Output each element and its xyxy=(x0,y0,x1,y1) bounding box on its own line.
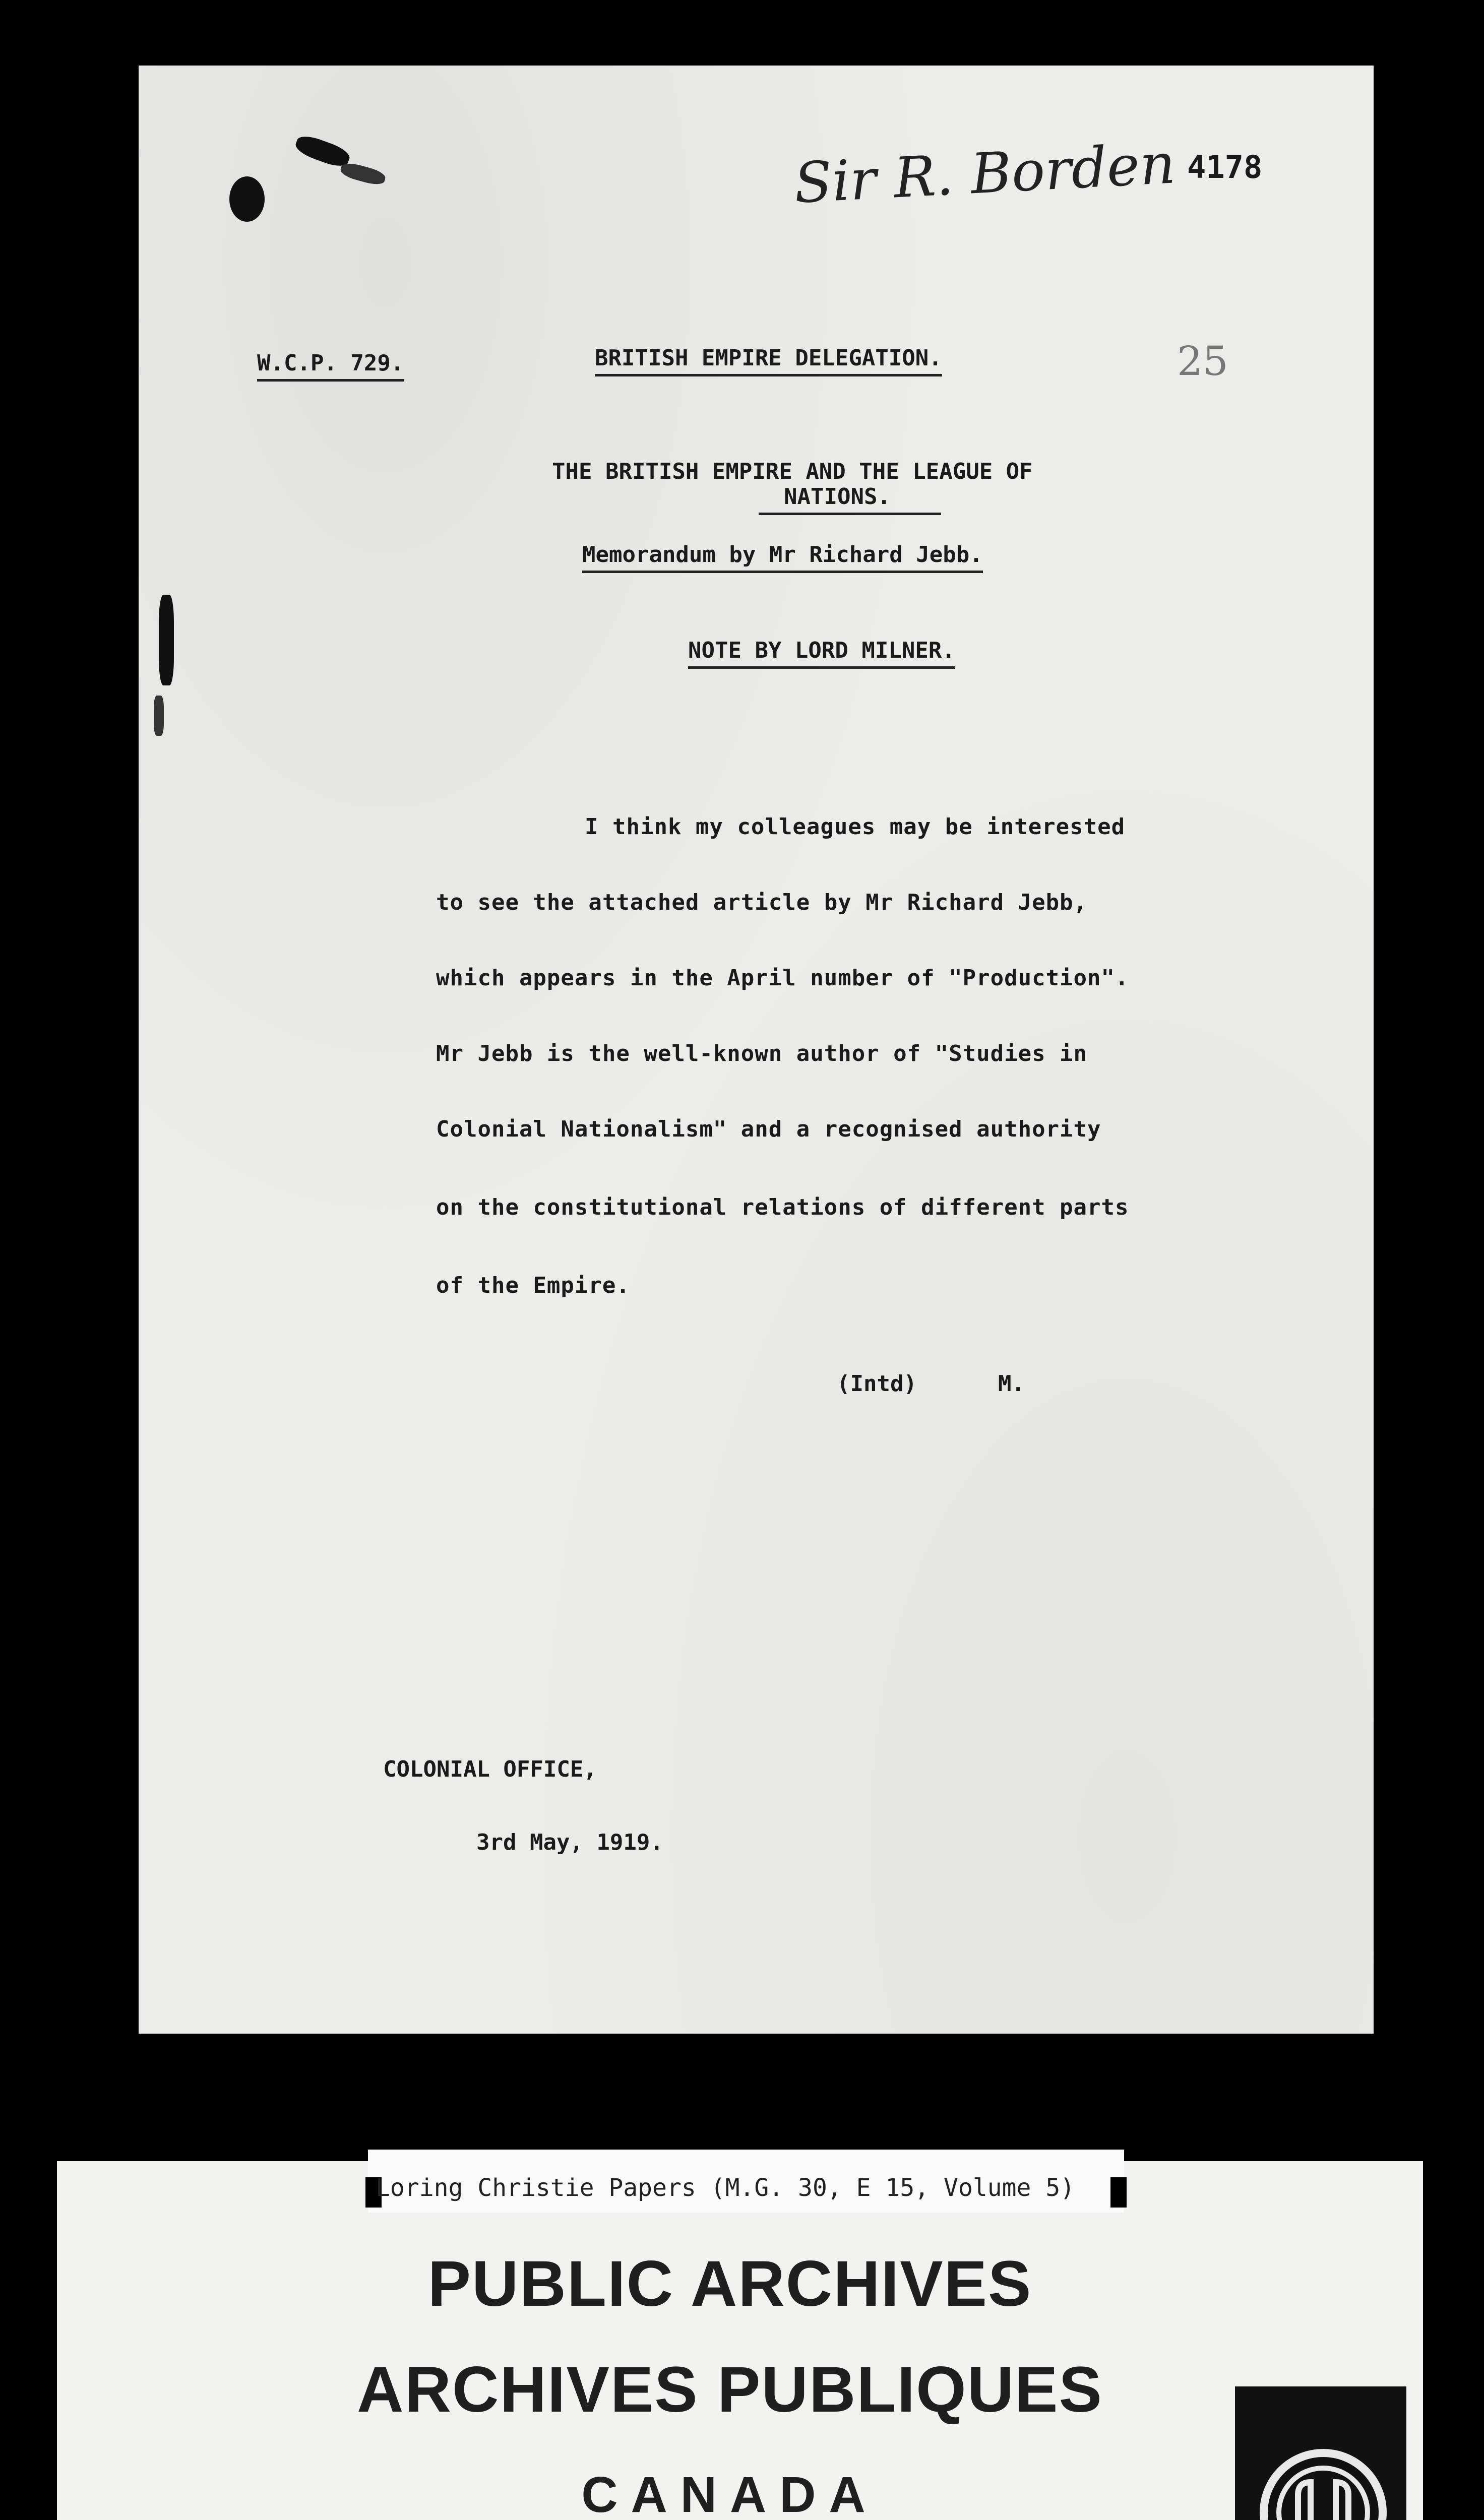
title-line-1: THE BRITISH EMPIRE AND THE LEAGUE OF xyxy=(552,459,1033,484)
ink-blot xyxy=(154,696,164,736)
initials: M. xyxy=(998,1371,1025,1397)
folio-number: 25 xyxy=(1177,338,1228,385)
archives-title-english: PUBLIC ARCHIVES xyxy=(427,2248,1032,2320)
archive-label-card xyxy=(57,2161,1423,2520)
ink-blot xyxy=(229,176,265,222)
collection-note: Loring Christie Papers (M.G. 30, E 15, Volume 5) xyxy=(376,2174,1075,2202)
memorandum-subtitle: Memorandum by Mr Richard Jebb. xyxy=(582,542,983,573)
body-line: I think my colleagues may be interested xyxy=(585,814,1126,840)
ink-blot xyxy=(339,161,387,187)
page-number-stamp: 4178 xyxy=(1187,149,1263,185)
initials-label: (Intd) xyxy=(837,1371,917,1397)
archives-title-french: ARCHIVES PUBLIQUES xyxy=(357,2354,1103,2426)
collection-note-strip xyxy=(368,2150,1124,2213)
public-archives-canada-logo xyxy=(1235,2386,1406,2520)
archives-logo-icon xyxy=(1235,2386,1406,2520)
body-line: Colonial Nationalism" and a recognised authority xyxy=(436,1116,1101,1142)
document-date: 3rd May, 1919. xyxy=(476,1830,663,1855)
body-line: of the Empire. xyxy=(436,1273,630,1298)
title-line-2: NATIONS. xyxy=(759,484,941,515)
archives-country: CANADA xyxy=(581,2467,879,2520)
document-reference: W.C.P. 729. xyxy=(257,350,404,382)
body-line: on the constitutional relations of different parts xyxy=(436,1194,1129,1220)
body-line: which appears in the April number of "Production". xyxy=(436,965,1129,991)
note-heading: NOTE BY LORD MILNER. xyxy=(688,638,955,669)
handwritten-name: Sir R. Borden xyxy=(792,131,1177,216)
ink-blot xyxy=(159,595,174,685)
document-page xyxy=(139,66,1374,2034)
body-line: to see the attached article by Mr Richard Jebb, xyxy=(436,890,1088,915)
office-name: COLONIAL OFFICE, xyxy=(383,1756,597,1782)
delegation-header: BRITISH EMPIRE DELEGATION. xyxy=(595,345,942,376)
body-line: Mr Jebb is the well-known author of "Studies in xyxy=(436,1041,1088,1066)
